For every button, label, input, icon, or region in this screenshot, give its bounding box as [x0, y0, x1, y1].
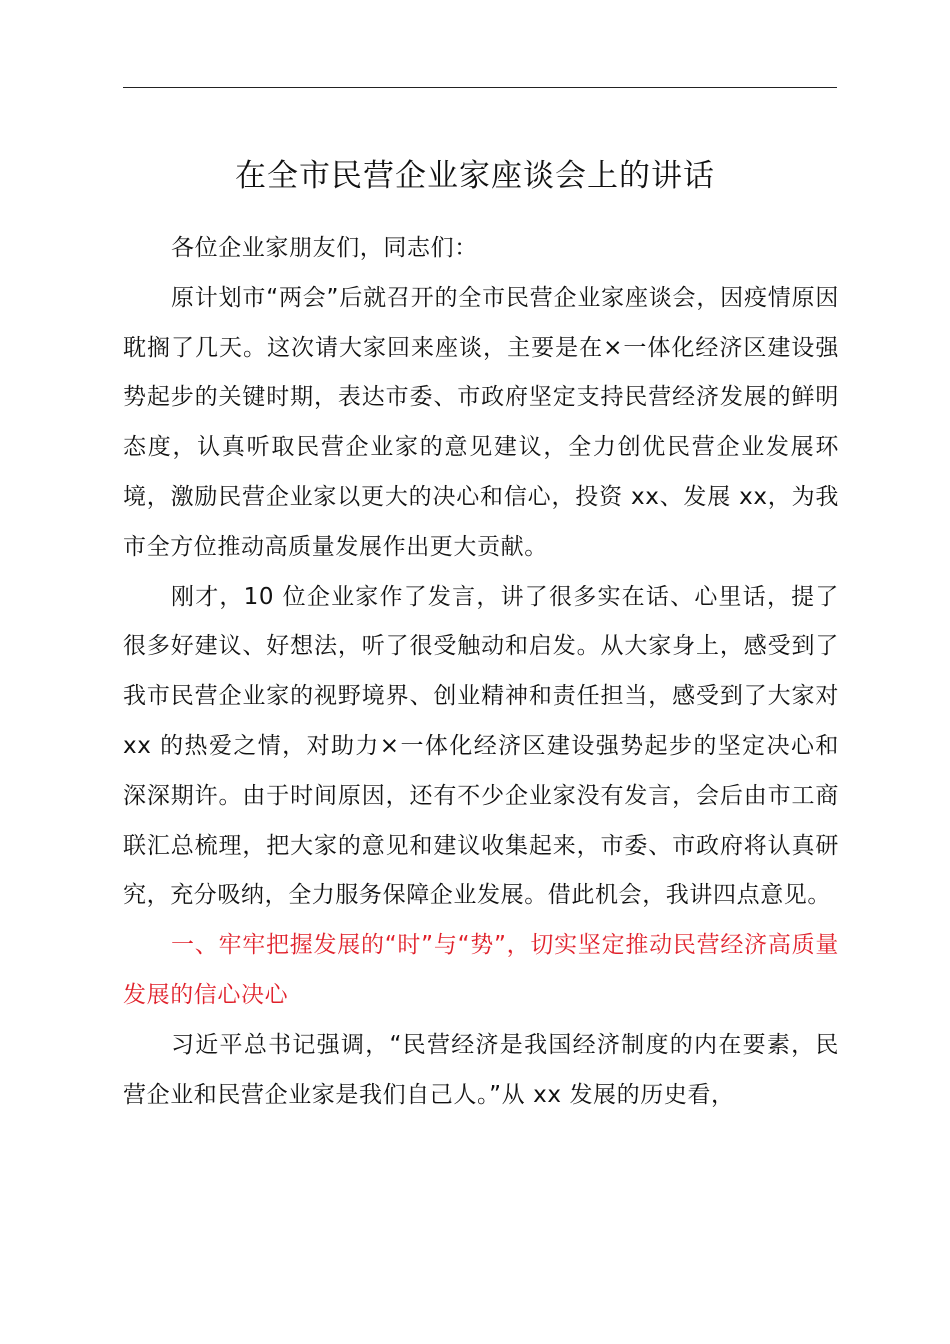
paragraph-intro: 原计划市“两会”后就召开的全市民营企业家座谈会，因疫情原因耽搁了几天。这次请大家回来座谈，主要是在×一体化经济区建设强势起步的关键时期，表达市委、市政府坚定支持民营经济发展的鲜明态度，认真听取民营企业家的意见建议，全力创优民营企业发展环境，激励民营企业家以更大的决心和信心，投资 xx、发展 xx，为我市全方位推动高质量发展作出更大贡献。 [123, 284, 839, 560]
document-title: 在全市民营企业家座谈会上的讲话 [235, 158, 715, 194]
section-heading-1: 一、牢牢把握发展的“时”与“势”，切实坚定推动民营经济高质量发展的信心决心 [123, 932, 839, 1008]
document-body [123, 224, 839, 1120]
section-paragraph-1: 习近平总书记强调，“民营经济是我国经济制度的内在要素，民营企业和民营企业家是我们自己人。”从 xx 发展的历史看， [123, 1031, 839, 1108]
salutation: 各位企业家朋友们，同志们： [171, 235, 478, 261]
header-rule [123, 87, 837, 88]
paragraph-speakers: 刚才，10 位企业家作了发言，讲了很多实在话、心里话，提了很多好建议、好想法，听了很受触动和启发。从大家身上，感受到了我市民营企业家的视野境界、创业精神和责任担当，感受到了大家对 xx 的热爱之情，对助力×一体化经济区建设强势起步的坚定决心和深深期许。由于时间原因，还有不少企业家没有发言，会后由市工商联汇总梳理，把大家的意见和建议收集起来，市委、市政府将认真研究，充分吸纳，全力服务保障企业发展。借此机会，我讲四点意见。 [123, 583, 839, 909]
